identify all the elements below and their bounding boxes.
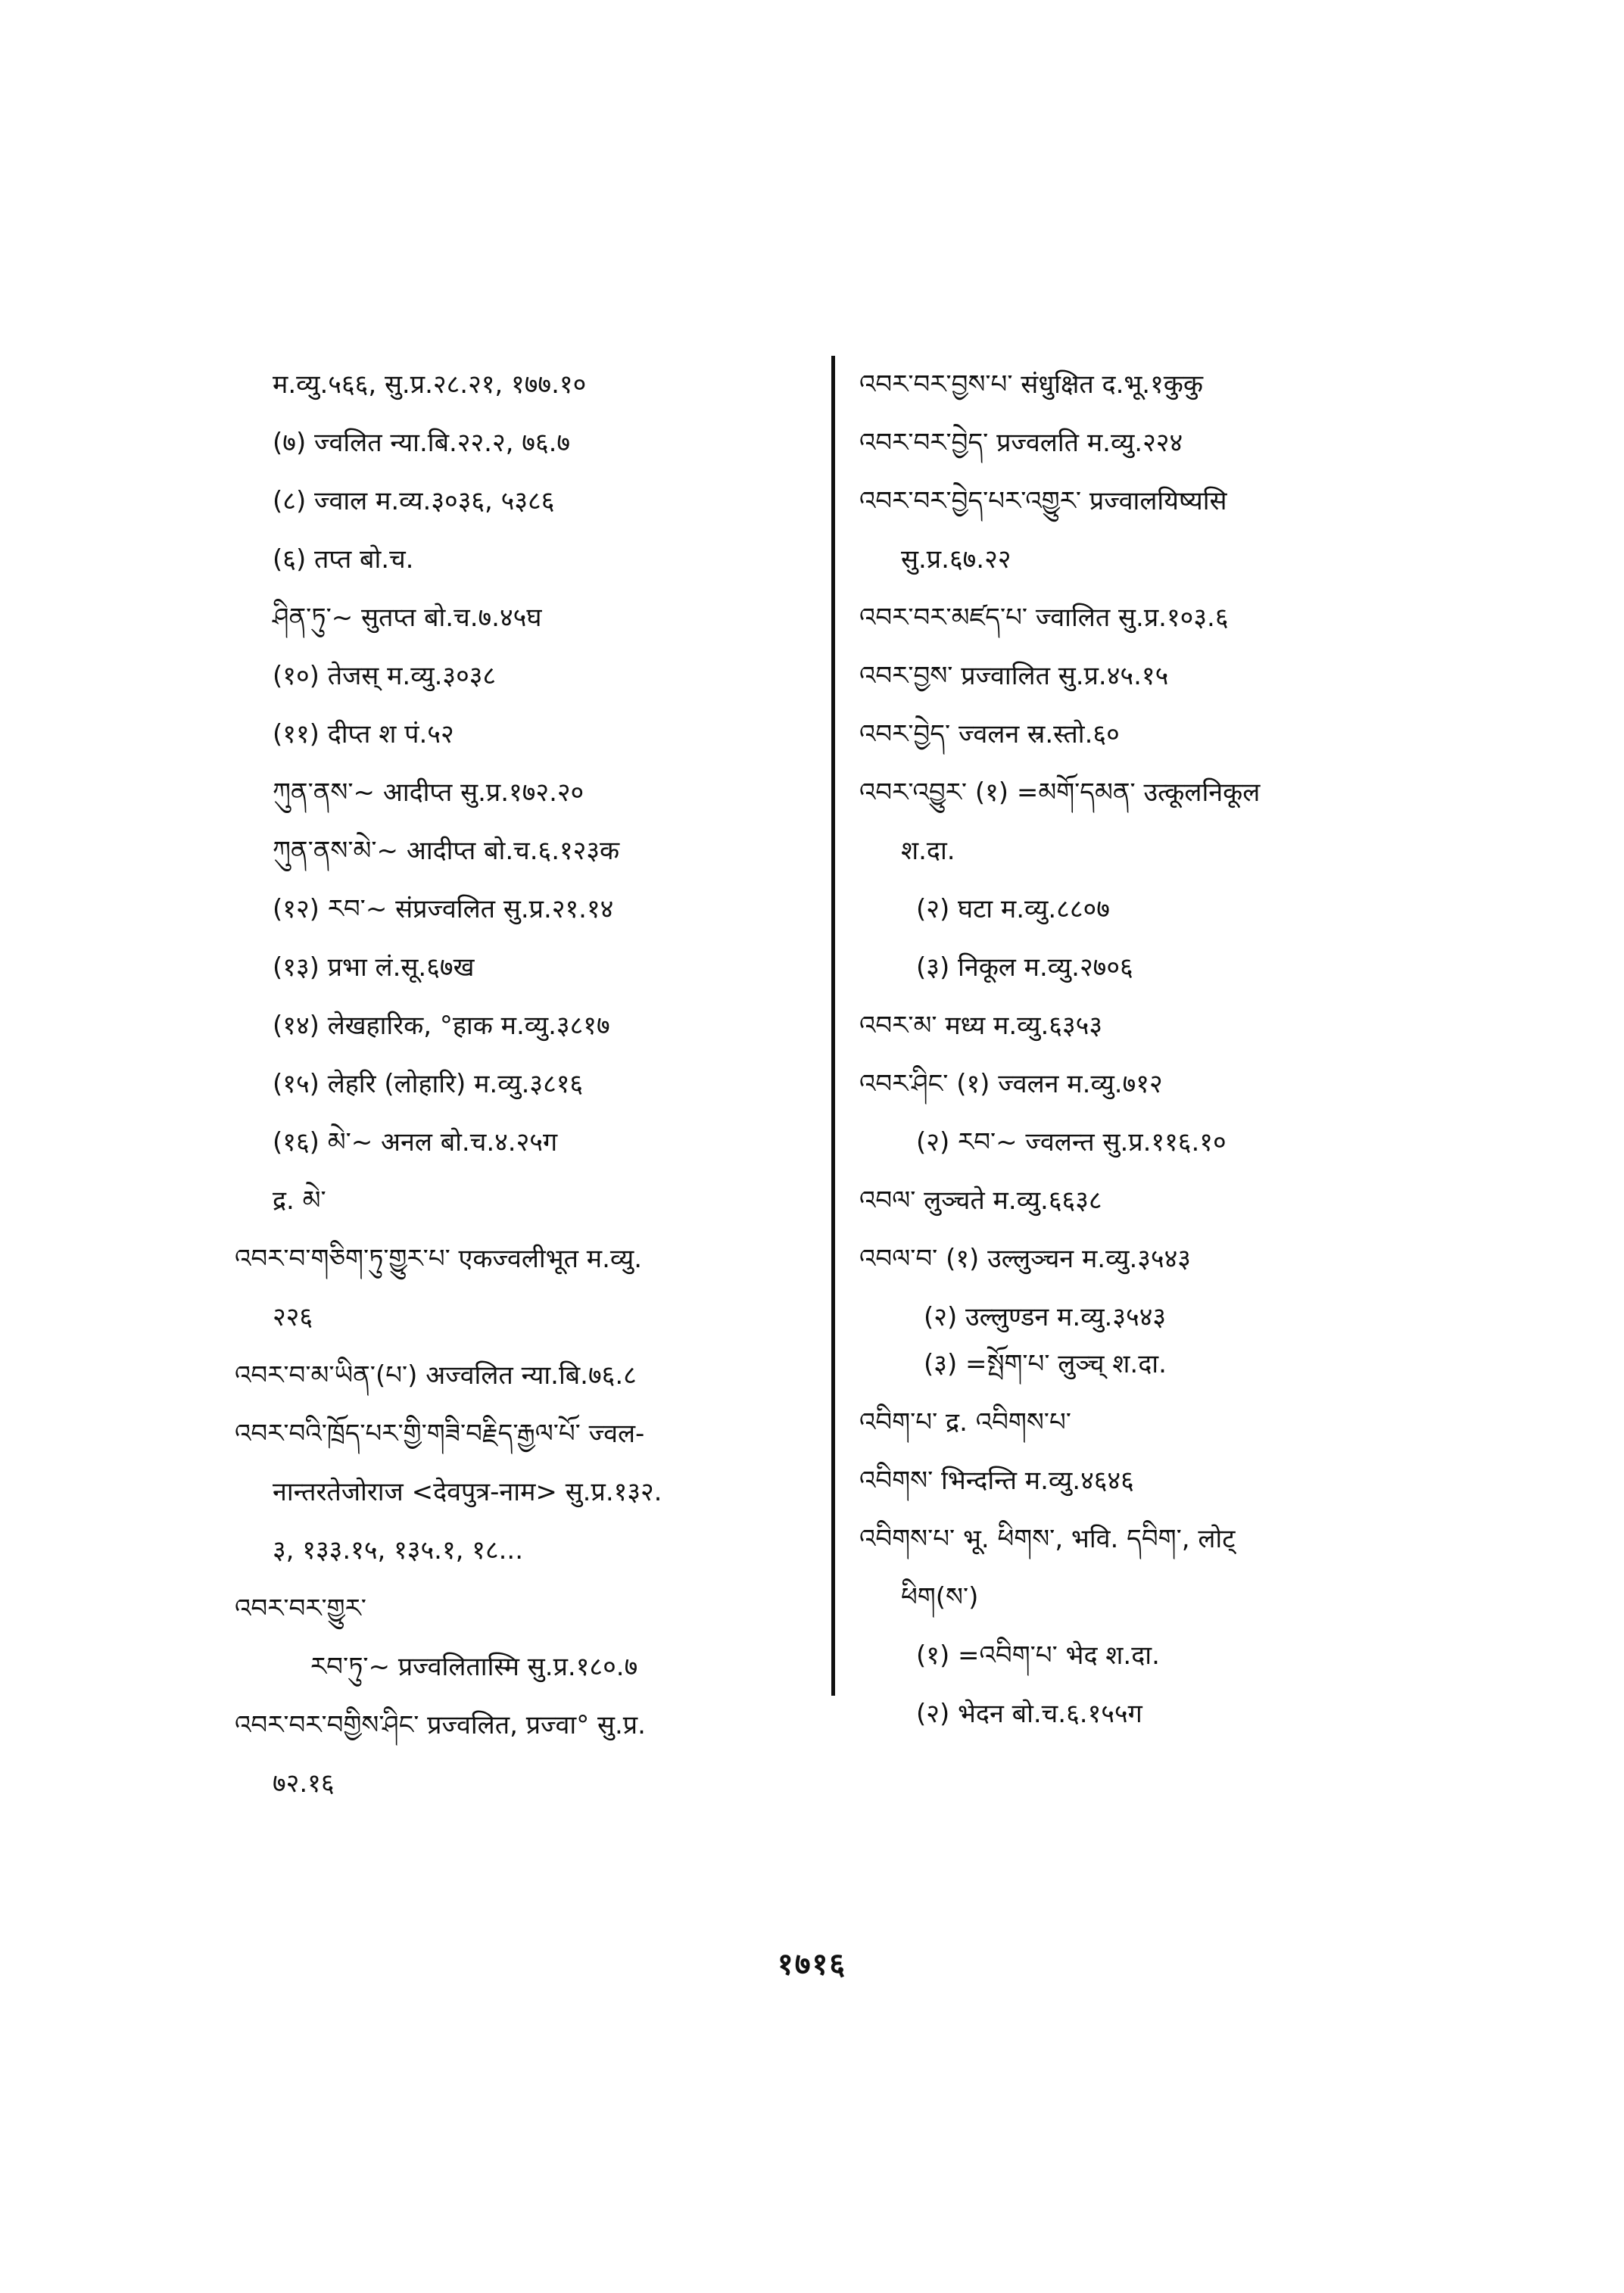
entry-line: འབར་བར་བྱས་པ་ संधुक्षित द.भू.१कुकु: [859, 369, 1204, 400]
entry-line: (३) =སྤོག་པ་ लुञ्च् श.दा.: [924, 1349, 1167, 1379]
entry-line: (३) निकूल म.व्यु.२७०६: [916, 952, 1133, 983]
entry-line: འབར་བ་མ་ཡིན་(པ་) अज्वलित न्या.बि.७६.८: [235, 1360, 637, 1391]
entry-line: (८) ज्वाल म.व्य.३०३६, ५३८६: [273, 486, 555, 516]
entry-line: म.व्यु.५६६, सु.प्र.२८.२१, १७७.१०: [273, 369, 587, 400]
entry-line: འབར་འབྱུར་ (१) =མགོ་དམན་ उत्कूलनिकूल: [859, 777, 1261, 808]
entry-line: (२) རབ་~ ज्वलन्त सु.प्र.११६.१०: [916, 1127, 1227, 1157]
entry-line: འབིགས་པ་ भू. ཕིགས་, भवि. དབིག་, लोट्: [859, 1524, 1236, 1554]
entry-line: ཀུན་ནས་~ आदीप्त सु.प्र.१७२.२०: [273, 777, 584, 808]
entry-line: འབིགས་ भिन्दन्ति म.व्यु.४६४६: [859, 1466, 1134, 1496]
entry-line: ཤིན་ཏུ་~ सुतप्त बो.च.७.४५घ: [273, 603, 542, 633]
entry-line: འབར་བར་བྱེད་ प्रज्वलति म.व्यु.२२४: [859, 428, 1183, 458]
entry-line: འབར་བར་གྱུར་: [235, 1594, 366, 1624]
entry-line: འབར་མ་ मध्य म.व्यु.६३५३: [859, 1011, 1103, 1041]
entry-line: (११) दीप्त श पं.५२: [273, 719, 454, 749]
entry-line: འབར་བའི་ཁྲོད་པར་གྱི་གཟི་བརྗིད་རྒྱལ་པོ་ ज्वल-: [235, 1419, 645, 1449]
entry-line: འབར་བྱས་ प्रज्वालित सु.प्र.४५.१५: [859, 661, 1169, 691]
entry-line: འབལ་བ་ (१) उल्लुञ्चन म.व्यु.३५४३: [859, 1244, 1191, 1274]
entry-line: རབ་ཏུ་~ प्रज्वलितास्मि सु.प्र.१८०.७: [310, 1652, 638, 1682]
entry-line: (६) तप्त बो.च.: [273, 544, 414, 575]
entry-line: འབིག་པ་ द्र. འབིགས་པ་: [859, 1407, 1071, 1438]
entry-line: འབར་བར་བགྱིས་ཤིང་ प्रज्वलित, प्रज्वा° सु.प्र.: [235, 1710, 646, 1740]
entry-line: འབར་བ་གཅིག་ཏུ་གྱུར་པ་ एकज्वलीभूत म.व्यु.: [235, 1244, 643, 1274]
entry-line: ཕིག(ས་): [901, 1582, 979, 1612]
entry-line: नान्तरतेजोराज <देवपुत्र-नाम> सु.प्र.१३२.: [273, 1477, 662, 1507]
entry-line: ७२.१६: [273, 1768, 335, 1799]
entry-line: འབར་བྱེད་ ज्वलन स्र.स्तो.६०: [859, 719, 1120, 749]
entry-line: ཀུན་ནས་མེ་~ आदीप्त बो.च.६.१२३क: [273, 836, 620, 866]
entry-line: (१३) प्रभा लं.सू.६७ख: [273, 952, 475, 983]
entry-line: (१५) लेहरि (लोहारि) म.व्यु.३८१६: [273, 1069, 584, 1099]
right-column: [852, 363, 1488, 1751]
entry-line: (१६) མེ་~ अनल बो.च.४.२५ग: [273, 1127, 558, 1157]
entry-line: (२) भेदन बो.च.६.१५५ग: [916, 1699, 1142, 1729]
entry-line: (१) =འབིག་པ་ भेद श.दा.: [916, 1640, 1160, 1671]
entry-line: (१०) तेजस् म.व्यु.३०३८: [273, 661, 497, 691]
page-number: १७१६: [777, 1947, 847, 1982]
entry-line: འབར་བར་བྱེད་པར་འགྱུར་ प्रज्वालयिष्यसि: [859, 486, 1227, 516]
column-divider: [831, 356, 835, 1696]
entry-line: (२) घटा म.व्यु.८८०७: [916, 894, 1110, 924]
left-column: [220, 363, 818, 1821]
entry-line: འབར་ཤིང་ (१) ज्वलन म.व्यु.७१२: [859, 1069, 1163, 1099]
entry-line: द्र. མེ་: [273, 1185, 326, 1216]
entry-line: श.दा.: [901, 836, 955, 866]
entry-line: २२६: [273, 1302, 313, 1332]
entry-line: ३, १३३.१५, १३५.१, १८...: [273, 1535, 524, 1566]
entry-line: འབལ་ लुञ्चते म.व्यु.६६३८: [859, 1185, 1102, 1216]
entry-line: (७) ज्वलित न्या.बि.२२.२, ७६.७: [273, 428, 571, 458]
entry-line: सु.प्र.६७.२२: [901, 544, 1011, 575]
entry-line: (२) उल्लुण्डन म.व्यु.३५४३: [924, 1302, 1167, 1332]
entry-line: འབར་བར་མཛད་པ་ ज्वालित सु.प्र.१०३.६: [859, 603, 1229, 633]
entry-line: (१४) लेखहारिक, °हाक म.व्यु.३८१७: [273, 1011, 610, 1041]
entry-line: (१२) རབ་~ संप्रज्वलित सु.प्र.२१.१४: [273, 894, 614, 924]
